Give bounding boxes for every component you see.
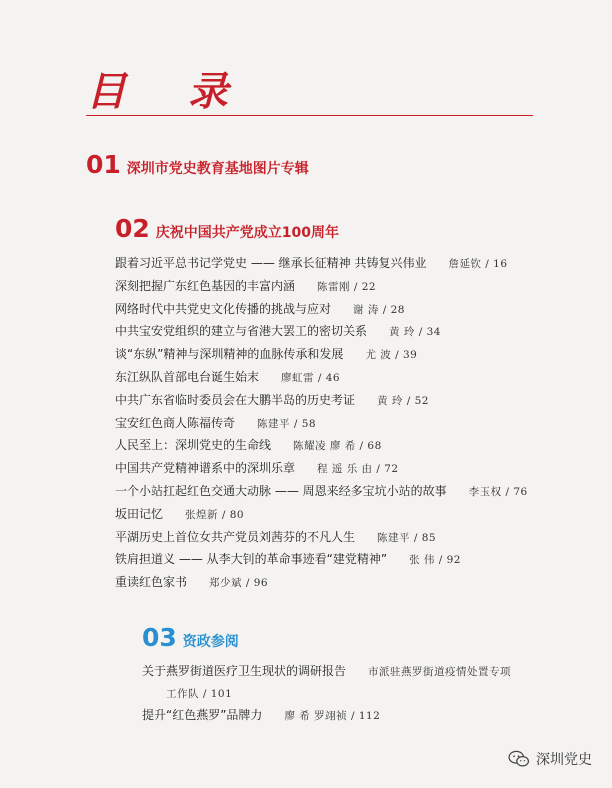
entry-author-page: 陈建平 / 58 <box>257 417 317 430</box>
toc-entry[interactable] <box>115 252 528 275</box>
entry-title: 提升“红色燕罗”品牌力 <box>142 708 263 722</box>
entry-author-page: 李玉权 / 76 <box>468 485 528 498</box>
toc-list-03 <box>142 660 511 726</box>
entry-author-page: 谢 涛 / 28 <box>353 303 405 316</box>
entry-author-page: 张 伟 / 92 <box>409 554 461 567</box>
section-number: 01 <box>86 150 121 179</box>
section-number: 03 <box>142 623 177 652</box>
watermark-text: 深圳党史 <box>536 752 592 768</box>
toc-entry-continuation[interactable] <box>142 682 511 704</box>
entry-title: 重读红色家书 <box>115 575 188 590</box>
entry-author-page: 程 遥 乐 由 / 72 <box>317 463 399 476</box>
entry-title: 坂田记忆 <box>115 506 164 521</box>
toc-entry[interactable] <box>115 275 528 298</box>
toc-entry[interactable] <box>115 503 528 526</box>
toc-list-02 <box>115 252 528 594</box>
entry-title: 跟着习近平总书记学党史 —— 继承长征精神 共铸复兴伟业 <box>115 256 427 270</box>
toc-entry[interactable] <box>142 660 511 682</box>
entry-author-page: 廖虹雷 / 46 <box>281 371 341 384</box>
entry-title: 中共广东省临时委员会在大鹏半岛的历史考证 <box>115 392 356 407</box>
entry-title: 网络时代中共党史文化传播的挑战与应对 <box>115 301 332 316</box>
toc-entry[interactable] <box>115 343 528 366</box>
entry-title: 平湖历史上首位女共产党员刘茜芬的不凡人生 <box>115 529 356 544</box>
toc-entry[interactable] <box>115 434 528 457</box>
title-divider <box>86 115 533 116</box>
entry-author-page: 市派驻燕罗街道疫情处置专项 <box>368 666 512 678</box>
page-title: 目 录 <box>86 68 252 115</box>
toc-entry[interactable] <box>115 457 528 480</box>
wechat-watermark <box>508 749 592 769</box>
entry-title: 铁肩担道义 —— 从李大钊的革命事迹看“建党精神” <box>115 552 388 567</box>
toc-entry[interactable] <box>115 412 528 435</box>
entry-author-page: 工作队 / 101 <box>166 688 233 700</box>
section-03-heading[interactable] <box>142 623 239 652</box>
entry-author-page: 陈耀凌 廖 希 / 68 <box>293 440 382 453</box>
toc-entry[interactable] <box>115 571 528 594</box>
toc-entry[interactable] <box>142 704 511 726</box>
toc-entry[interactable] <box>115 298 528 321</box>
section-number: 02 <box>115 214 150 243</box>
toc-entry[interactable] <box>115 548 528 571</box>
entry-title: 谈“东纵”精神与深圳精神的血脉传承和发展 <box>115 347 344 362</box>
entry-author-page: 尤 波 / 39 <box>365 349 418 362</box>
entry-title: 东江纵队首部电台诞生始末 <box>115 369 260 384</box>
entry-author-page: 廖 希 罗翊祯 / 112 <box>284 710 381 722</box>
entry-title: 中国共产党精神谱系中的深圳乐章 <box>115 461 296 476</box>
entry-author-page: 黄 玲 / 52 <box>377 394 429 407</box>
entry-title: 关于燕罗街道医疗卫生现状的调研报告 <box>142 664 347 678</box>
entry-author-page: 张煌新 / 80 <box>185 508 245 521</box>
entry-author-page: 陈建平 / 85 <box>377 531 437 544</box>
section-title: 庆祝中国共产党成立100周年 <box>155 225 340 241</box>
toc-entry[interactable] <box>115 389 528 412</box>
section-title: 深圳市党史教育基地图片专辑 <box>126 161 309 177</box>
toc-entry[interactable] <box>115 366 528 389</box>
section-01-heading[interactable] <box>86 150 309 179</box>
entry-author-page: 陈雷刚 / 22 <box>317 280 377 293</box>
section-02-heading[interactable] <box>115 214 339 243</box>
entry-title: 一个小站扛起红色交通大动脉 —— 周恩来经多宝坑小站的故事 <box>115 483 447 498</box>
entry-author-page: 黄 玲 / 34 <box>389 326 441 339</box>
entry-title: 深刻把握广东红色基因的丰富内涵 <box>115 278 296 293</box>
toc-entry[interactable] <box>115 320 528 343</box>
entry-author-page: 詹延钦 / 16 <box>448 258 508 270</box>
entry-author-page: 郑少斌 / 96 <box>209 577 269 590</box>
section-title: 资政参阅 <box>182 634 239 650</box>
entry-title: 宝安红色商人陈福传奇 <box>115 415 236 430</box>
entry-title: 人民至上：深圳党史的生命线 <box>115 438 272 453</box>
toc-entry[interactable] <box>115 480 528 503</box>
entry-title: 中共宝安党组织的建立与省港大罢工的密切关系 <box>115 324 368 339</box>
wechat-icon <box>508 750 530 768</box>
toc-entry[interactable] <box>115 526 528 549</box>
